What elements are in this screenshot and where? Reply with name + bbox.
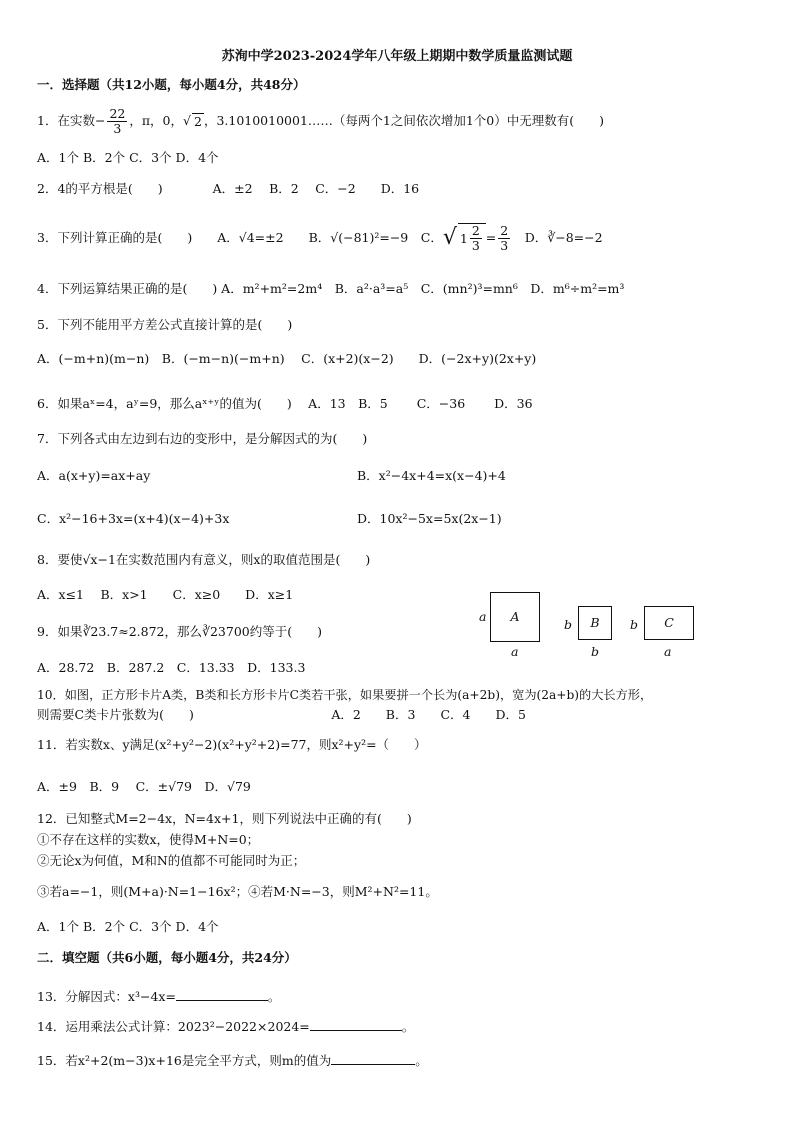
q5-options: A．(−m+n)(m−n) B．(−m−n)(−m+n) C．(x+2)(x−2) D．(−2x+y)(2x+y): [37, 351, 537, 366]
q3-c-fraction: [470, 224, 482, 253]
q1-sqrt-value: 2: [193, 113, 202, 129]
q15-answer-blank[interactable]: [331, 1052, 415, 1065]
q3-option-a: √4: [238, 230, 255, 245]
fig-label-c-bottom: a: [664, 644, 672, 659]
q7-option-a: A．a(x+y)=ax+ay: [37, 468, 151, 483]
q1-frac-den: 3: [113, 120, 122, 136]
q3-c-result: [498, 224, 510, 253]
q1-frac-num: 22: [109, 105, 126, 121]
q1-options: A．1个 B．2个 C．3个 D．4个: [37, 150, 219, 165]
section-1-heading: 一．选择题（共12小题，每小题4分，共48分）: [37, 77, 306, 92]
q12-statement-2: ②无论x为何值，M和N的值都不可能同时为正；: [37, 853, 306, 868]
q14-end: 。: [401, 1019, 415, 1034]
q3-option-b-eq: =−9: [379, 230, 409, 245]
q3-c-whole: 1: [459, 230, 468, 246]
question-2: 2．4的平方根是( ) A．±2 B．2 C．−2 D．16: [37, 181, 420, 196]
q3-option-b: √(−81)²: [330, 230, 380, 245]
q7-option-d: D．10x²−5x=5x(2x−1): [357, 511, 502, 526]
q3-c-rden: 3: [500, 237, 509, 253]
q3-b-label: B．: [283, 230, 331, 245]
card-a-label: A: [510, 609, 520, 624]
q3-c-den: 3: [471, 238, 480, 253]
question-12: 12．已知整式M=2−4x，N=4x+1，则下列说法中正确的有( ): [37, 811, 412, 826]
question-5: 5．下列不能用平方差公式直接计算的是( ): [37, 317, 293, 332]
q11-options: A．±9 B．9 C．±√79 D．√79: [37, 779, 251, 794]
q1-post: ，3.1010010001……（每两个1之间依次增加1个0）中无理数有( ): [203, 113, 605, 128]
fig-label-a-side: a: [479, 609, 487, 624]
q8-options: A．x≤1 B．x>1 C．x≥0 D．x≥1: [37, 587, 294, 602]
q7-option-c: C．x²−16+3x=(x+4)(x−4)+3x: [37, 511, 230, 526]
q3-c-eq: =: [485, 230, 497, 245]
question-8: 8．要使√x−1在实数范围内有意义，则x的取值范围是( ): [37, 552, 371, 567]
q12-statement-1: ①不存在这样的实数x，使得M+N=0；: [37, 832, 260, 847]
question-13: [37, 988, 280, 1005]
question-11: 11．若实数x、y满足(x²+y²−2)(x²+y²+2)=77，则x²+y²=（ ）: [37, 737, 427, 752]
q3-c-label: C．: [408, 230, 443, 245]
card-b-square: [578, 606, 612, 640]
question-7: 7．下列各式由左边到右边的变形中，是分解因式的为( ): [37, 431, 368, 446]
question-15: [37, 1052, 428, 1069]
q12-statement-3-4: ③若a=−1，则(M+a)·N=1−16x²；④若M·N=−3，则M²+N²=11。: [37, 884, 438, 899]
q7-option-b: B．x²−4x+4=x(x−4)+4: [357, 468, 506, 483]
section-2-heading: 二．填空题（共6小题，每小题4分，共24分）: [37, 950, 297, 965]
q1-sqrt-sign: √: [183, 113, 191, 128]
card-a-square: [490, 592, 540, 642]
card-c-label: C: [664, 615, 674, 630]
q14-answer-blank[interactable]: [310, 1018, 402, 1031]
question-1: [37, 104, 604, 138]
fig-label-b-bottom: b: [591, 644, 600, 659]
q1-fraction: [107, 107, 127, 136]
question-4: 4．下列运算结果正确的是( ) A．m²+m²=2m⁴ B．a²·a³=a⁵ C．(mn²)³=mn⁶ D．m⁶÷m²=m³: [37, 281, 625, 296]
q3-c-num: 2: [471, 223, 480, 238]
card-c-rectangle: [644, 606, 694, 640]
q13-answer-blank[interactable]: [176, 988, 268, 1001]
q3-c-radicand: [458, 223, 486, 253]
q12-options: A．1个 B．2个 C．3个 D．4个: [37, 919, 219, 934]
q3-c-rnum: 2: [500, 222, 509, 238]
q1-prefix: 1．在实数: [37, 113, 95, 128]
q3-option-d-eq: =−2: [573, 230, 603, 245]
fig-label-b-side: b: [564, 617, 573, 632]
fig-label-c-side: b: [630, 617, 639, 632]
question-10-line-2: 则需要C类卡片张数为( ) A．2 B．3 C．4 D．5: [37, 707, 526, 722]
q13-end: 。: [267, 989, 281, 1004]
q15-text: 15．若x²+2(m−3)x+16是完全平方式，则m的值为: [37, 1053, 332, 1068]
q3-d-label: D．: [512, 230, 548, 245]
q1-neg: −: [94, 113, 106, 128]
fig-label-a-bottom: a: [511, 644, 519, 659]
question-6: 6．如果aˣ=4，aʸ=9，那么aˣ⁺ʸ的值为( ) A．13 B．5 C．−36 D．36: [37, 396, 533, 411]
q13-text: 13．分解因式：x³−4x=: [37, 989, 176, 1004]
q15-end: 。: [415, 1053, 428, 1068]
q3-option-a-eq: =±2: [254, 230, 284, 245]
question-14: [37, 1018, 414, 1035]
q3-prefix: 3．下列计算正确的是( ) A．: [37, 230, 239, 245]
q3-option-d: ∛−8: [547, 230, 574, 245]
question-3: [37, 220, 603, 256]
question-9: 9．如果∛23.7≈2.872，那么∛23700约等于( ): [37, 624, 322, 639]
card-b-label: B: [590, 615, 600, 630]
q3-c-sqrt-sign: √: [442, 225, 457, 250]
page-title: 苏洵中学2023-2024学年八年级上期期中数学质量监测试题: [221, 49, 573, 64]
q14-text: 14．运用乘法公式计算：2023²−2022×2024=: [37, 1019, 310, 1034]
question-10-line-1: 10．如图，正方形卡片A类，B类和长方形卡片C类若干张，如果要拼一个长为(a+2b)，宽为(2a+b)的大长方形，: [37, 688, 653, 702]
q1-mid: ，π，0，: [129, 113, 184, 128]
q9-options: A．28.72 B．287.2 C．13.33 D．133.3: [37, 660, 306, 675]
